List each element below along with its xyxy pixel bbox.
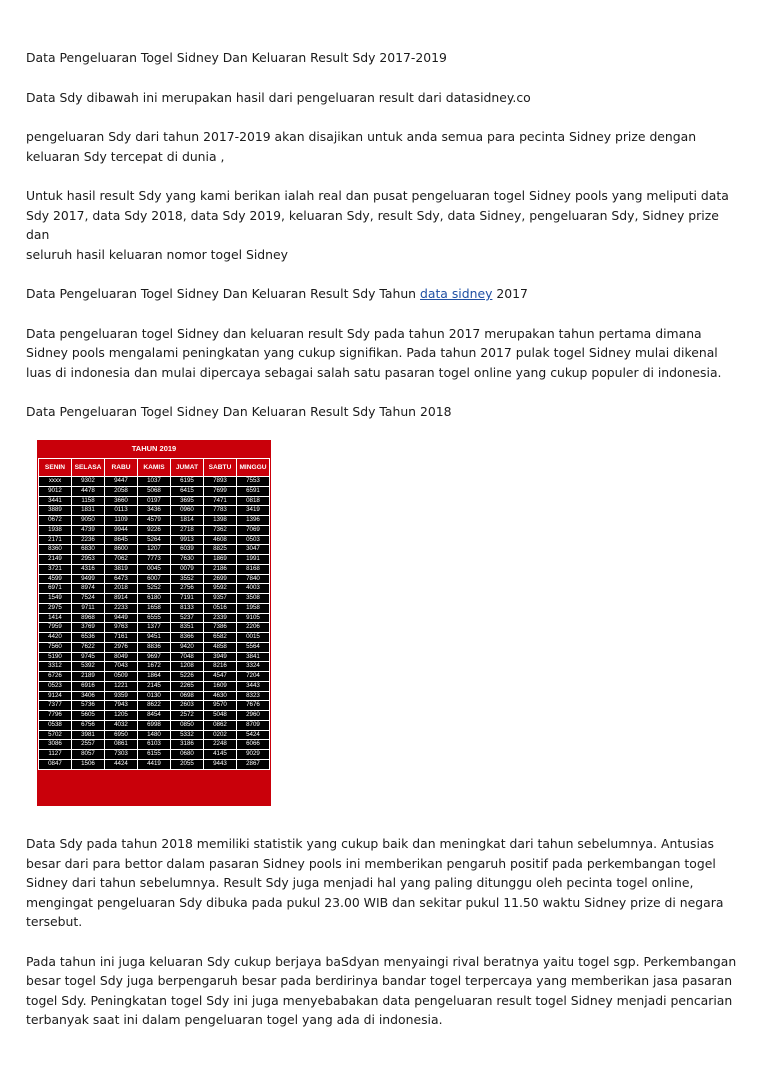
table-cell: 0698: [171, 691, 204, 701]
table-cell: 4608: [204, 535, 237, 545]
table-cell: 9592: [204, 584, 237, 594]
table-cell: 2572: [171, 711, 204, 721]
heading-2017-prefix: Data Pengeluaran Togel Sidney Dan Keluaran Result Sdy Tahun: [26, 286, 420, 301]
table-cell: 3436: [138, 506, 171, 516]
table-cell: 3769: [72, 623, 105, 633]
table-row: [39, 545, 270, 555]
table-cell: 4478: [72, 486, 105, 496]
table-cell: 0079: [171, 564, 204, 574]
summary-paragraph: [26, 127, 741, 166]
table-cell: 6536: [72, 633, 105, 643]
table-cell: 3949: [204, 652, 237, 662]
table-cell: 5564: [237, 642, 270, 652]
table-cell: 8645: [105, 535, 138, 545]
table-cell: 2145: [138, 681, 171, 691]
table-cell: 9359: [105, 691, 138, 701]
table-cell: 2206: [237, 623, 270, 633]
table-cell: 7048: [171, 652, 204, 662]
table-cell: 7161: [105, 633, 138, 643]
table-cell: 2953: [72, 555, 105, 565]
table-cell: 0850: [171, 720, 204, 730]
table-cell: 3312: [39, 662, 72, 672]
table-cell: 4630: [204, 691, 237, 701]
table-cell: 1831: [72, 506, 105, 516]
table-cell: 2557: [72, 740, 105, 750]
table-cell: 5332: [171, 730, 204, 740]
table-cell: 7840: [237, 574, 270, 584]
table-row: [39, 642, 270, 652]
table-cell: 0861: [105, 740, 138, 750]
table-cell: 4316: [72, 564, 105, 574]
table-cell: 7204: [237, 672, 270, 682]
text-line: besar togel Sdy juga berpengaruh besar pada berdirinya bandar togel terpercaya yang memberikan jasa pasaran: [26, 973, 733, 988]
table-cell: 7069: [237, 525, 270, 535]
table-cell: 1158: [72, 496, 105, 506]
table-row: [39, 750, 270, 760]
table-cell: 9124: [39, 691, 72, 701]
table-cell: 4858: [204, 642, 237, 652]
table-row: [39, 711, 270, 721]
table-cell: 9302: [72, 477, 105, 487]
result-table-image: [37, 440, 271, 806]
table-cell: 0202: [204, 730, 237, 740]
table-cell: 7796: [39, 711, 72, 721]
table-cell: 7524: [72, 594, 105, 604]
text-line: Sidney dari tahun sebelumnya. Result Sdy juga menjadi hal yang paling ditunggu oleh pecinta togel online,: [26, 875, 694, 890]
table-cell: 7191: [171, 594, 204, 604]
table-cell: 1506: [72, 759, 105, 769]
table-cell: 2756: [171, 584, 204, 594]
table-cell: 6971: [39, 584, 72, 594]
table-cell: 2975: [39, 603, 72, 613]
table-cell: 8351: [171, 623, 204, 633]
table-cell: 3086: [39, 740, 72, 750]
table-cell: 9913: [171, 535, 204, 545]
table-cell: xxxx: [39, 477, 72, 487]
table-cell: 1414: [39, 613, 72, 623]
table-cell: 7062: [105, 555, 138, 565]
table-cell: 1127: [39, 750, 72, 760]
table-row: [39, 506, 270, 516]
text-line: keluaran Sdy tercepat di dunia ,: [26, 148, 225, 164]
table-cell: 3660: [105, 496, 138, 506]
table-cell: 3047: [237, 545, 270, 555]
table-cell: 6726: [39, 672, 72, 682]
table-cell: 4599: [39, 574, 72, 584]
table-cell: 2867: [237, 759, 270, 769]
table-cell: 3186: [171, 740, 204, 750]
table-cell: 2960: [237, 711, 270, 721]
table-cell: 7471: [204, 496, 237, 506]
table-row: [39, 486, 270, 496]
table-cell: 7560: [39, 642, 72, 652]
table-cell: 6180: [138, 594, 171, 604]
table-row: [39, 535, 270, 545]
table-cell: 2718: [171, 525, 204, 535]
table-cell: 1207: [138, 545, 171, 555]
table-row: [39, 681, 270, 691]
table-cell: 8836: [138, 642, 171, 652]
table-header-cell: SABTU: [204, 459, 237, 477]
table-cell: 9420: [171, 642, 204, 652]
table-row: [39, 516, 270, 526]
data-sidney-link[interactable]: data sidney: [419, 286, 493, 301]
table-cell: 3419: [237, 506, 270, 516]
table-cell: 7362: [204, 525, 237, 535]
table-cell: 3695: [171, 496, 204, 506]
table-cell: 5392: [72, 662, 105, 672]
table-cell: 3443: [237, 681, 270, 691]
table-header-row: [39, 459, 270, 477]
table-cell: 4424: [105, 759, 138, 769]
result-table: [38, 458, 270, 770]
table-cell: 5252: [138, 584, 171, 594]
table-body: [39, 477, 270, 770]
text-line: mengingat pengeluaran Sdy dibuka pada pukul 23.00 WIB dan sekitar pukul 11.50 waktu Sidney prize di negara: [26, 894, 724, 910]
text-line: seluruh hasil keluaran nomor togel Sidney: [26, 246, 288, 262]
text-line: besar dari para bettor dalam pasaran Sidney pools ini memberikan pengaruh positif pada perkembangan togel: [26, 855, 716, 871]
table-cell: 8914: [105, 594, 138, 604]
table-cell: 4145: [204, 750, 237, 760]
table-cell: 6582: [204, 633, 237, 643]
table-cell: 3406: [72, 691, 105, 701]
table-cell: 2699: [204, 574, 237, 584]
table-cell: 3889: [39, 506, 72, 516]
table-cell: 4579: [138, 516, 171, 526]
table-cell: 6591: [237, 486, 270, 496]
table-row: [39, 701, 270, 711]
table-cell: 2236: [72, 535, 105, 545]
table-cell: 7043: [105, 662, 138, 672]
table-cell: 2055: [171, 759, 204, 769]
table-cell: 1109: [105, 516, 138, 526]
document-body-continued: [26, 834, 741, 1030]
table-row: [39, 584, 270, 594]
table-cell: 3552: [171, 574, 204, 584]
table-cell: 7783: [204, 506, 237, 516]
table-cell: 0130: [138, 691, 171, 701]
table-cell: 9711: [72, 603, 105, 613]
table-cell: 7377: [39, 701, 72, 711]
table-cell: 9443: [204, 759, 237, 769]
table-cell: 0045: [138, 564, 171, 574]
paragraph-2017: [26, 324, 741, 383]
table-cell: 1221: [105, 681, 138, 691]
table-cell: 1609: [204, 681, 237, 691]
heading-2018: Data Pengeluaran Togel Sidney Dan Keluaran Result Sdy Tahun 2018: [26, 404, 452, 419]
table-header-cell: SENIN: [39, 459, 72, 477]
table-cell: 2248: [204, 740, 237, 750]
table-row: [39, 477, 270, 487]
table-cell: 1658: [138, 603, 171, 613]
text-line: luas di indonesia dan mulai dipercaya sebagai salah satu pasaran togel online yang cukup populer di indonesia.: [26, 364, 722, 380]
table-cell: 6916: [72, 681, 105, 691]
table-cell: 7699: [204, 486, 237, 496]
table-cell: 2186: [204, 564, 237, 574]
table-cell: 1549: [39, 594, 72, 604]
table-cell: 7959: [39, 623, 72, 633]
table-cell: 5702: [39, 730, 72, 740]
table-cell: 2171: [39, 535, 72, 545]
table-cell: 8323: [237, 691, 270, 701]
scope-paragraph: [26, 186, 741, 264]
table-row: [39, 564, 270, 574]
table-cell: 6007: [138, 574, 171, 584]
table-cell: 4739: [72, 525, 105, 535]
table-cell: 1869: [204, 555, 237, 565]
table-cell: 9012: [39, 486, 72, 496]
heading-2017: [26, 284, 741, 304]
table-cell: 9447: [105, 477, 138, 487]
table-cell: 2603: [171, 701, 204, 711]
text-line: pengeluaran Sdy dari tahun 2017-2019 akan disajikan untuk anda semua para pecinta Sidney prize dengan: [26, 129, 697, 144]
table-row: [39, 740, 270, 750]
table-cell: 2149: [39, 555, 72, 565]
table-cell: 8974: [72, 584, 105, 594]
table-cell: 9105: [237, 613, 270, 623]
table-cell: 5736: [72, 701, 105, 711]
table-cell: 0818: [237, 496, 270, 506]
table-cell: 8622: [138, 701, 171, 711]
table-cell: 0509: [105, 672, 138, 682]
table-cell: 8133: [171, 603, 204, 613]
table-cell: 5424: [237, 730, 270, 740]
table-cell: 6039: [171, 545, 204, 555]
table-cell: 1480: [138, 730, 171, 740]
table-cell: 4420: [39, 633, 72, 643]
table-cell: 3841: [237, 652, 270, 662]
table-cell: 8600: [105, 545, 138, 555]
table-cell: 0523: [39, 681, 72, 691]
table-cell: 9226: [138, 525, 171, 535]
table-cell: 6555: [138, 613, 171, 623]
table-header-cell: KAMIS: [138, 459, 171, 477]
table-row: [39, 613, 270, 623]
table-cell: 7630: [171, 555, 204, 565]
table-cell: 9451: [138, 633, 171, 643]
table-cell: 0503: [237, 535, 270, 545]
table-cell: 7553: [237, 477, 270, 487]
table-cell: 1991: [237, 555, 270, 565]
table-cell: 4032: [105, 720, 138, 730]
table-cell: 8216: [204, 662, 237, 672]
table-cell: 9357: [204, 594, 237, 604]
table-cell: 0113: [105, 506, 138, 516]
table-cell: 4419: [138, 759, 171, 769]
table-cell: 5237: [171, 613, 204, 623]
table-cell: 0516: [204, 603, 237, 613]
table-cell: 1396: [237, 516, 270, 526]
table-cell: 0680: [171, 750, 204, 760]
intro-paragraph: Data Sdy dibawah ini merupakan hasil dari pengeluaran result dari datasidney.co: [26, 89, 531, 105]
paragraph-2018: [26, 834, 741, 932]
table-cell: 8168: [237, 564, 270, 574]
table-cell: 0862: [204, 720, 237, 730]
table-cell: 3324: [237, 662, 270, 672]
table-cell: 3981: [72, 730, 105, 740]
table-cell: 2265: [171, 681, 204, 691]
table-cell: 6756: [72, 720, 105, 730]
table-row: [39, 496, 270, 506]
table-cell: 2339: [204, 613, 237, 623]
text-line: Sidney pools mengalami peningkatan yang cukup signifikan. Pada tahun 2017 pulak togel Sidney mulai dikenal: [26, 345, 718, 360]
paragraph-growth: [26, 952, 741, 1030]
table-cell: 2058: [105, 486, 138, 496]
table-cell: 8454: [138, 711, 171, 721]
table-cell: 7893: [204, 477, 237, 487]
table-cell: 8825: [204, 545, 237, 555]
table-header-cell: MINGGU: [237, 459, 270, 477]
table-cell: 9697: [138, 652, 171, 662]
table-cell: 8360: [39, 545, 72, 555]
table-cell: 8366: [171, 633, 204, 643]
table-cell: 1938: [39, 525, 72, 535]
table-cell: 6473: [105, 574, 138, 584]
table-title: TAHUN 2019: [131, 444, 177, 453]
table-cell: 7676: [237, 701, 270, 711]
table-cell: 0847: [39, 759, 72, 769]
table-cell: 1814: [171, 516, 204, 526]
table-cell: 5605: [72, 711, 105, 721]
table-row: [39, 574, 270, 584]
text-line: Untuk hasil result Sdy yang kami berikan ialah real dan pusat pengeluaran togel Sidney pools yang meliputi data: [26, 188, 729, 203]
table-cell: 5226: [171, 672, 204, 682]
table-row: [39, 759, 270, 769]
table-cell: 1377: [138, 623, 171, 633]
table-row: [39, 594, 270, 604]
table-cell: 6066: [237, 740, 270, 750]
table-cell: 3441: [39, 496, 72, 506]
table-cell: 1205: [105, 711, 138, 721]
table-cell: 1037: [138, 477, 171, 487]
table-cell: 9499: [72, 574, 105, 584]
table-cell: 0197: [138, 496, 171, 506]
text-line: terbanyak saat ini dalam pengeluaran togel yang ada di indonesia.: [26, 1012, 443, 1027]
table-row: [39, 662, 270, 672]
table-cell: 9029: [237, 750, 270, 760]
text-line: Pada tahun ini juga keluaran Sdy cukup berjaya baSdyan menyaingi rival beratnya yaitu togel sgp. Perkembangan: [26, 953, 737, 969]
table-row: [39, 603, 270, 613]
table-row: [39, 525, 270, 535]
text-line: togel Sdy. Peningkatan togel Sdy ini juga menyebabakan data pengeluaran result togel Sidney menjadi pencarian: [26, 992, 733, 1008]
table-cell: 6950: [105, 730, 138, 740]
table-cell: 0538: [39, 720, 72, 730]
table-cell: 5190: [39, 652, 72, 662]
table-cell: 2233: [105, 603, 138, 613]
table-row: [39, 555, 270, 565]
table-cell: 6155: [138, 750, 171, 760]
table-cell: 6103: [138, 740, 171, 750]
table-row: [39, 730, 270, 740]
table-cell: 2018: [105, 584, 138, 594]
table-row: [39, 623, 270, 633]
table-header-cell: JUMAT: [171, 459, 204, 477]
table-header-cell: RABU: [105, 459, 138, 477]
table-header-cell: SELASA: [72, 459, 105, 477]
text-line: Sdy 2017, data Sdy 2018, data Sdy 2019, keluaran Sdy, result Sdy, data Sidney, pengeluaran Sdy, Sidney prize dan: [26, 207, 719, 242]
table-cell: 2189: [72, 672, 105, 682]
table-cell: 9570: [204, 701, 237, 711]
table-cell: 7773: [138, 555, 171, 565]
table-cell: 7622: [72, 642, 105, 652]
text-line: Data pengeluaran togel Sidney dan keluaran result Sdy pada tahun 2017 merupakan tahun pertama dimana: [26, 325, 702, 341]
table-cell: 8057: [72, 750, 105, 760]
table-cell: 9944: [105, 525, 138, 535]
table-row: [39, 691, 270, 701]
table-cell: 1672: [138, 662, 171, 672]
table-cell: 7386: [204, 623, 237, 633]
text-line: Data Sdy pada tahun 2018 memiliki statistik yang cukup baik dan meningkat dari tahun sebelumnya. Antusias: [26, 836, 715, 851]
table-cell: 5264: [138, 535, 171, 545]
table-cell: 3721: [39, 564, 72, 574]
table-cell: 6998: [138, 720, 171, 730]
table-cell: 9763: [105, 623, 138, 633]
heading-2017-suffix: 2017: [492, 286, 528, 301]
table-cell: 6830: [72, 545, 105, 555]
table-row: [39, 652, 270, 662]
table-row: [39, 720, 270, 730]
text-line: tersebut.: [26, 914, 83, 929]
table-cell: 0015: [237, 633, 270, 643]
table-cell: 0672: [39, 516, 72, 526]
table-cell: 8049: [105, 652, 138, 662]
table-cell: 9745: [72, 652, 105, 662]
table-cell: 1958: [237, 603, 270, 613]
table-cell: 8709: [237, 720, 270, 730]
table-cell: 8968: [72, 613, 105, 623]
table-cell: 1864: [138, 672, 171, 682]
table-cell: 2976: [105, 642, 138, 652]
table-cell: 3508: [237, 594, 270, 604]
table-row: [39, 672, 270, 682]
table-cell: 5048: [204, 711, 237, 721]
table-cell: 6415: [171, 486, 204, 496]
document-title: Data Pengeluaran Togel Sidney Dan Keluaran Result Sdy 2017-2019: [26, 50, 447, 65]
table-cell: 6195: [171, 477, 204, 487]
table-cell: 9449: [105, 613, 138, 623]
table-cell: 7303: [105, 750, 138, 760]
table-cell: 4547: [204, 672, 237, 682]
table-cell: 1398: [204, 516, 237, 526]
table-row: [39, 633, 270, 643]
table-cell: 0960: [171, 506, 204, 516]
table-cell: 1208: [171, 662, 204, 672]
table-cell: 7943: [105, 701, 138, 711]
table-cell: 5068: [138, 486, 171, 496]
table-cell: 3819: [105, 564, 138, 574]
table-cell: 9050: [72, 516, 105, 526]
document-body: [26, 48, 741, 422]
table-cell: 4003: [237, 584, 270, 594]
